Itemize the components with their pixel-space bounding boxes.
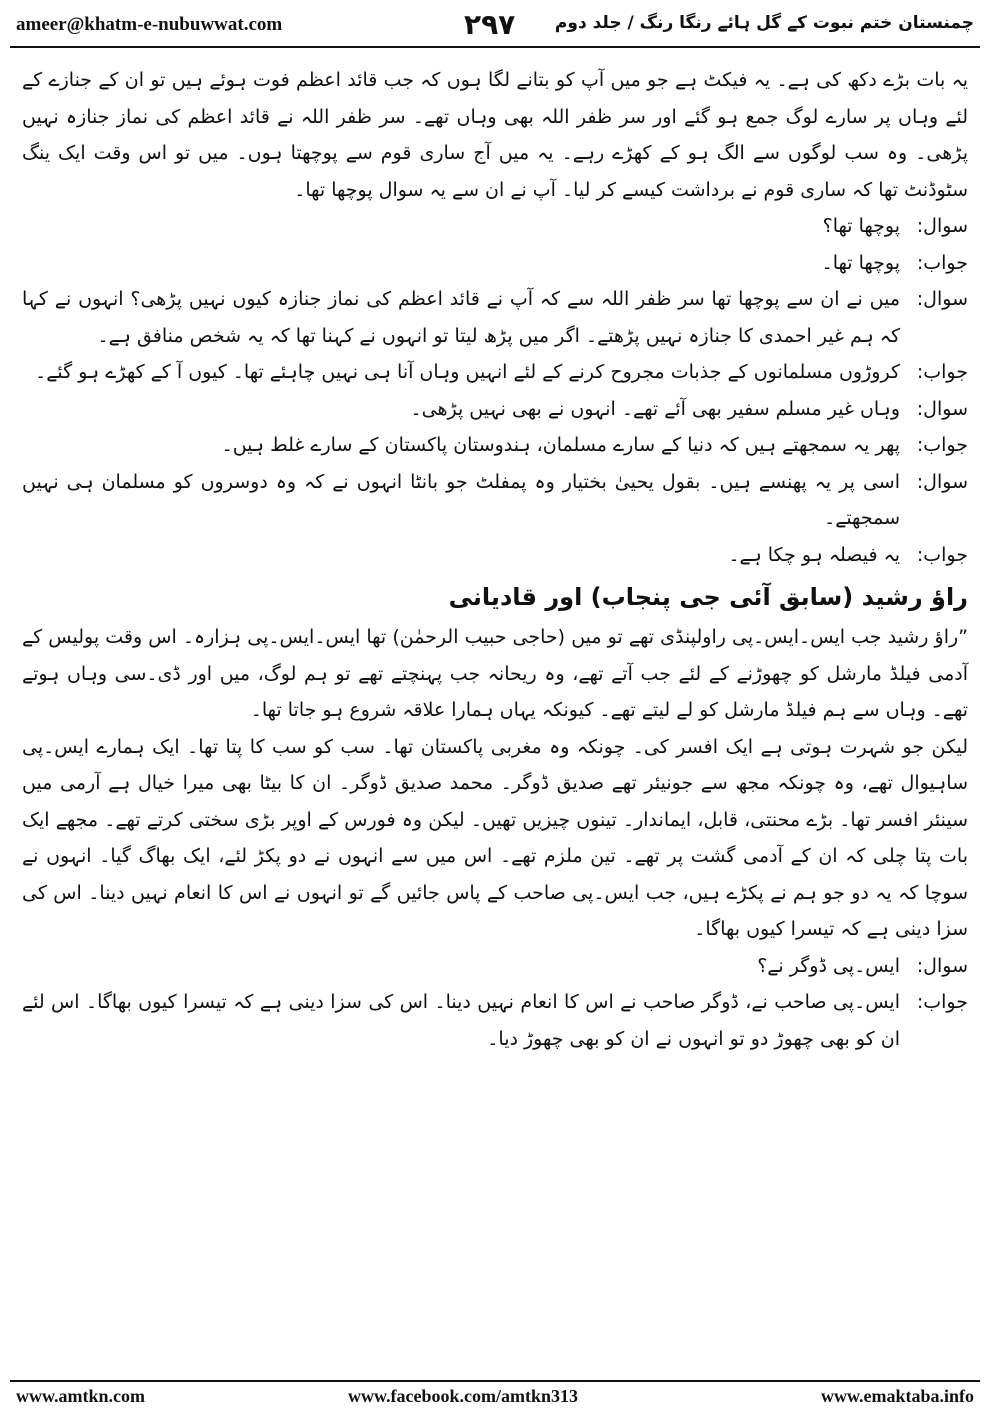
qa-item [22, 245, 968, 282]
book-title: چمنستان ختم نبوت کے گل ہائے رنگا رنگ / جلد دوم [554, 13, 974, 33]
qa-text: پوچھا تھا؟ [822, 215, 900, 237]
section-heading: راؤ رشید (سابق آئی جی پنجاب) اور قادیانی [448, 583, 968, 611]
qa-label: سوال: [916, 954, 968, 977]
intro-paragraph: یہ بات بڑے دکھ کی ہے۔ یہ فیکٹ ہے جو میں آپ کو بتانے لگا ہوں کہ جب قائد اعظم فوت ہوئے ہیں تو ان کے جنازے کے لئے وہاں پر سارے لوگ جمع ہو گئے اور سر ظفر اللہ بھی وہاں تھے۔ سر ظفر اللہ نے قائد اعظم کی نماز جنازہ نہیں پڑھی۔ وہ سب لوگوں سے الگ ہو کے کھڑے رہے۔ یہ میں آج ساری قوم سے پوچھتا ہوں۔ میں تو اس وقت ایک ینگ سٹوڈنٹ تھا کہ ساری قوم نے برداشت کیسے کر لیا۔ آپ نے ان سے یہ سوال پوچھا تھا۔ [22, 69, 968, 201]
header-divider [10, 46, 980, 48]
footer-divider [10, 1380, 980, 1382]
page-body [22, 62, 968, 1057]
qa-item [22, 427, 968, 464]
qa-label: جواب: [916, 434, 968, 456]
qa-item [22, 391, 968, 428]
qa-text: پوچھا تھا۔ [821, 251, 900, 274]
footer-link-amtkn[interactable]: www.amtkn.com [16, 1386, 145, 1406]
footer-link-emaktaba[interactable]: www.emaktaba.info [820, 1386, 974, 1406]
section-paragraph: لیکن جو شہرت ہوتی ہے ایک افسر کی۔ چونکہ وہ مغربی پاکستان تھا۔ سب کو سب کا پتا تھا۔ ایک ہمارے ایس۔پی ساہیوال تھے، وہ چونکہ مجھ سے جونیئر تھے صدیق ڈوگر۔ محمد صدیق ڈوگر۔ ان کا بیٹا بھی میرا خیال ہے آرمی میں سینئر افسر تھا۔ بڑے محنتی، قابل، ایماندار۔ تینوں چیزیں تھیں۔ لیکن وہ فورس کے اوپر بڑی سختی کرتے تھے۔ مجھے ایک بات پتا چلی کہ ان کے آدمی گشت پر تھے۔ تین ملزم تھے۔ اس میں سے انہوں نے دو پکڑ لئے، ایک بھاگ گیا۔ انہوں نے سوچا کہ یہ دو جو ہم نے پکڑے ہیں، جب ایس۔پی صاحب کے پاس جائیں گے تو انہوں نے اس کا انعام نہیں دینا۔ اس کی سزا دینی ہے کہ تیسرا کیوں بھاگا۔ [22, 735, 968, 940]
qa-item [22, 464, 968, 537]
qa-text: ایس۔پی صاحب نے، ڈوگر صاحب نے اس کا انعام نہیں دینا۔ اس کی سزا دینی ہے کہ تیسرا کیوں بھاگا۔ اس لئے ان کو بھی چھوڑ دو تو انہوں نے ان کو بھی چھوڑ دیا۔ [22, 991, 900, 1050]
qa-label: سوال: [916, 397, 968, 420]
page-footer [16, 1386, 974, 1414]
qa-label: سوال: [916, 215, 968, 237]
qa-label: جواب: [916, 991, 968, 1013]
page-number: ۲۹۷ [464, 8, 516, 41]
qa-label: جواب: [916, 543, 968, 566]
section-paragraph: ”راؤ رشید جب ایس۔ایس۔پی راولپنڈی تھے تو میں (حاجی حبیب الرحمٰن) تھا ایس۔ایس۔پی ہزارہ۔ اس وقت پولیس کے آدمی فیلڈ مارشل کو چھوڑنے کے لئے جب آتے تھے، وہ ریحانہ جب پہنچتے تھے تو ہم لوگ، میں اور ڈی۔سی وہاں ہوتے تھے۔ وہاں سے ہم فیلڈ مارشل کو لے لیتے تھے۔ کیونکہ یہاں ہمارا علاقہ شروع ہو جاتا تھا۔ [22, 626, 968, 721]
qa-item [22, 537, 968, 574]
qa-text: ایس۔پی ڈوگر نے؟ [757, 954, 900, 977]
qa-label: سوال: [916, 470, 968, 493]
qa-text: کروڑوں مسلمانوں کے جذبات مجروح کرنے کے لئے انہیں وہاں آنا ہی نہیں چاہئے تھا۔ کیوں آ کے کھڑے ہو گئے۔ [35, 361, 900, 383]
page-header [16, 8, 974, 48]
footer-link-facebook[interactable]: www.facebook.com/amtkn313 [348, 1386, 578, 1406]
qa-item [22, 281, 968, 354]
qa-label: جواب: [916, 251, 968, 274]
qa-text: وہاں غیر مسلم سفیر بھی آئے تھے۔ انہوں نے بھی نہیں پڑھی۔ [410, 397, 900, 420]
qa-label: سوال: [916, 288, 968, 310]
qa-text: یہ فیصلہ ہو چکا ہے۔ [728, 543, 900, 566]
qa-text: اسی پر یہ پھنسے ہیں۔ بقول یحییٰ بختیار وہ پمفلٹ جو بانٹا انہوں نے کہ وہ دوسروں کو مسلمان ہی نہیں سمجھتے۔ [22, 470, 900, 529]
qa-item [22, 984, 968, 1057]
qa-item [22, 354, 968, 391]
qa-text: میں نے ان سے پوچھا تھا سر ظفر اللہ سے کہ آپ نے قائد اعظم کی نماز جنازہ کیوں نہیں پڑھی؟ انہوں نے کہا کہ ہم غیر احمدی کا جنازہ نہیں پڑھتے۔ اگر میں پڑھ لیتا تو انہوں نے کہنا تھا کہ یہ شخص منافق ہے۔ [22, 288, 900, 347]
header-email: ameer@khatm-e-nubuwwat.com [16, 14, 283, 35]
qa-label: جواب: [916, 361, 968, 383]
qa-item [22, 948, 968, 985]
qa-text: پھر یہ سمجھتے ہیں کہ دنیا کے سارے مسلمان، ہندوستان پاکستان کے سارے غلط ہیں۔ [221, 434, 900, 456]
qa-item [22, 208, 968, 245]
